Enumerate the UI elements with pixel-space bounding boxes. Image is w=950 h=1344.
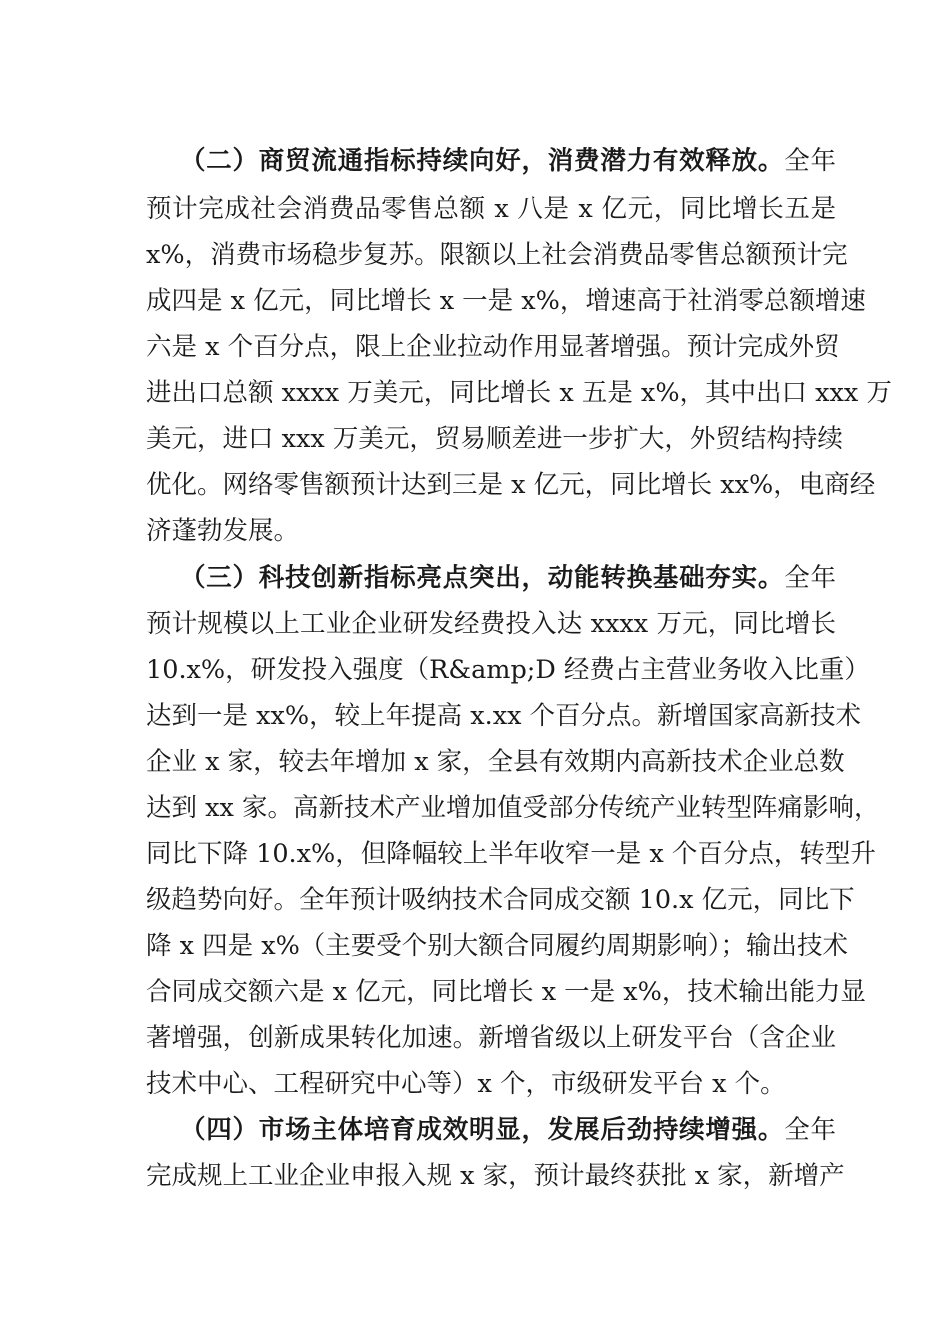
paragraph-line: 预计规模以上工业企业研发经费投入达 xxxx 万元，同比增长 bbox=[146, 609, 836, 639]
paragraph-heading: （二）商贸流通指标持续向好，消费潜力有效释放。 bbox=[180, 146, 785, 176]
paragraph-heading: （四）市场主体培育成效明显，发展后劲持续增强。 bbox=[180, 1115, 785, 1145]
paragraph-line: 济蓬勃发展。 bbox=[146, 516, 300, 546]
paragraph-line: 技术中心、工程研究中心等）x 个，市级研发平台 x 个。 bbox=[146, 1069, 786, 1099]
paragraph-text: 全年 bbox=[784, 1115, 836, 1145]
paragraph-line: 成四是 x 亿元，同比增长 x 一是 x%，增速高于社消零总额增速 bbox=[146, 286, 866, 316]
paragraph-line bbox=[180, 1110, 836, 1150]
paragraph-line: 美元，进口 xxx 万美元，贸易顺差进一步扩大，外贸结构持续 bbox=[146, 424, 843, 454]
paragraph-line: 著增强，创新成果转化加速。新增省级以上研发平台（含企业 bbox=[146, 1023, 836, 1053]
paragraph-line: 达到一是 xx%，较上年提高 x.xx 个百分点。新增国家高新技术 bbox=[146, 701, 862, 731]
paragraph-line: 进出口总额 xxxx 万美元，同比增长 x 五是 x%，其中出口 xxx 万 bbox=[146, 378, 892, 408]
paragraph-heading: （三）科技创新指标亮点突出，动能转换基础夯实。 bbox=[180, 563, 785, 593]
paragraph-line: x%，消费市场稳步复苏。限额以上社会消费品零售总额预计完 bbox=[146, 240, 848, 270]
paragraph-line: 级趋势向好。全年预计吸纳技术合同成交额 10.x 亿元，同比下 bbox=[146, 885, 855, 915]
paragraph-line: 预计完成社会消费品零售总额 x 八是 x 亿元，同比增长五是 bbox=[146, 194, 836, 224]
paragraph-text: 全年 bbox=[784, 563, 836, 593]
paragraph-text: 全年 bbox=[784, 146, 836, 176]
paragraph-line: 10.x%，研发投入强度（R&amp;D 经费占主营业务收入比重） bbox=[146, 655, 870, 685]
paragraph-line: 优化。网络零售额预计达到三是 x 亿元，同比增长 xx%，电商经 bbox=[146, 470, 876, 500]
paragraph-line bbox=[180, 558, 836, 598]
paragraph-line bbox=[180, 141, 836, 181]
paragraph-line: 降 x 四是 x%（主要受个别大额合同履约周期影响）；输出技术 bbox=[146, 931, 849, 961]
paragraph-line: 六是 x 个百分点，限上企业拉动作用显著增强。预计完成外贸 bbox=[146, 332, 840, 362]
paragraph-line: 完成规上工业企业申报入规 x 家，预计最终获批 x 家，新增产 bbox=[146, 1161, 845, 1191]
paragraph-line: 企业 x 家，较去年增加 x 家，全县有效期内高新技术企业总数 bbox=[146, 747, 845, 777]
paragraph-line: 达到 xx 家。高新技术产业增加值受部分传统产业转型阵痛影响， bbox=[146, 793, 880, 823]
paragraph-line: 同比下降 10.x%，但降幅较上半年收窄一是 x 个百分点，转型升 bbox=[146, 839, 876, 869]
paragraph-line: 合同成交额六是 x 亿元，同比增长 x 一是 x%，技术输出能力显 bbox=[146, 977, 866, 1007]
